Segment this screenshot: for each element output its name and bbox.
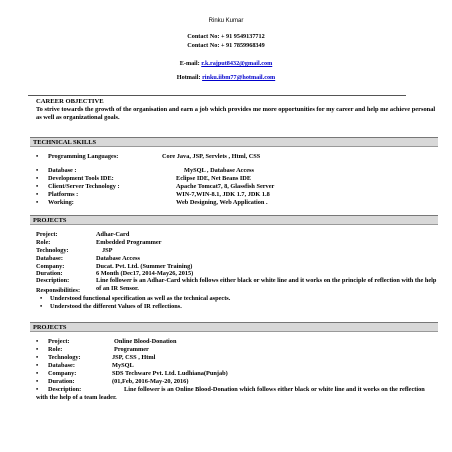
bullet-icon: • [36, 183, 39, 190]
field-key: Technology: [36, 247, 69, 254]
bullet-icon: • [36, 153, 39, 160]
field-key: Company: [36, 263, 65, 270]
bullet-icon: • [36, 175, 39, 182]
skill-value: MySQL , Database Access [184, 167, 254, 174]
field-value: JSP [102, 247, 113, 254]
email-link[interactable]: r.k.rajput8432@gmail.com [201, 60, 273, 67]
field-value: Programmer [114, 346, 149, 353]
skill-label: Programming Languages: [48, 153, 119, 160]
hotmail-link[interactable]: rinku.iibm77@hotmail.com [202, 74, 276, 81]
bullet-icon: • [36, 386, 39, 393]
candidate-name: Rinku Kumar [208, 18, 244, 24]
bullet-icon: • [36, 354, 39, 361]
email-label: E-mail: [179, 60, 200, 67]
bullet-icon: • [36, 191, 39, 198]
field-key: Technology: [48, 354, 81, 361]
skill-value: Eclipse IDE, Net Beans IDE [176, 175, 252, 182]
field-key: Database: [48, 362, 75, 369]
field-value: Database Access [96, 255, 140, 262]
hotmail-label: Hotmail: [176, 74, 201, 81]
responsibility-text: Understood functional specification as well as the technical aspects. [50, 295, 231, 302]
field-value: MySQL [112, 362, 134, 369]
skill-value: WIN-7,WIN-8.1, JDK 1.7, JDK 1.8 [176, 191, 270, 198]
career-objective-title: CAREER OBJECTIVE [36, 98, 104, 105]
skill-label: Database : [48, 167, 77, 174]
contact-number-1: + 91 9549137712 [220, 33, 265, 40]
field-value: Ducat. Pvt. Ltd. (Summer Training) [96, 263, 193, 270]
bullet-icon: • [36, 167, 39, 174]
skill-label: Client/Server Technology : [48, 183, 120, 190]
field-key: Project: [48, 338, 70, 345]
contact-label: Contact No: [187, 42, 220, 49]
field-value: Line follower is an Online Blood-Donation which follows either black or white line and it works on the reflection with the help of a team leader. [36, 386, 425, 401]
contact-label: Contact No: [187, 33, 220, 40]
bullet-icon: • [40, 303, 43, 310]
projects-header: PROJECTS [30, 322, 438, 332]
skill-value: Web Designing, Web Application . [176, 199, 268, 206]
career-objective-text: To strive towards the growth of the organisation and earn a job which provides me more opportunities for my career and help me achieve personal as well as organizational goals. [36, 106, 436, 121]
skill-label: Working: [48, 199, 74, 206]
field-value: JSP, CSS , Html [112, 354, 156, 361]
field-key: Project: [36, 231, 58, 238]
field-value: (01,Feb, 2016-May-20, 2016) [112, 378, 189, 385]
email-line [0, 60, 452, 67]
contact-number-2: + 91 7859968349 [220, 42, 265, 49]
field-value: Adhar-Card [96, 231, 130, 238]
bullet-icon: • [40, 295, 43, 302]
skill-label: Platforms : [48, 191, 79, 198]
skill-value: Apache Tomcat7, 8, Glassfish Server [176, 183, 275, 190]
field-key: Company: [48, 370, 77, 377]
field-value: 6 Month (Dec17, 2014-May26, 2015) [96, 270, 194, 277]
projects-header: PROJECTS [30, 215, 438, 225]
responsibilities-title: Responsibilities: [36, 287, 81, 294]
contact-line-2 [0, 42, 452, 49]
contact-line-1 [0, 33, 452, 40]
bullet-icon: • [36, 378, 39, 385]
field-key: Description: [48, 386, 82, 393]
field-value: Embedded Programmer [96, 239, 162, 246]
bullet-icon: • [36, 199, 39, 206]
skill-value: Core Java, JSP, Servlets , Html, CSS [162, 153, 261, 160]
field-key: Duration: [48, 378, 75, 385]
field-value: Online Blood-Donation [114, 338, 177, 345]
field-key: Description: [36, 277, 70, 284]
field-key: Role: [36, 239, 51, 246]
technical-skills-header: TECHNICAL SKILLS [30, 137, 438, 147]
bullet-icon: • [36, 362, 39, 369]
field-value: SDS Techware Pvt. Ltd. Ludhiana(Punjab) [112, 370, 228, 377]
field-key: Duration: [36, 270, 63, 277]
field-key: Database: [36, 255, 63, 262]
header-divider [28, 95, 406, 96]
field-value: Line follower is an Adhar-Card which follows either black or white line and it works on the principle of reflection with the help of an IR Sensor. [96, 277, 437, 292]
bullet-icon: • [36, 370, 39, 377]
field-key: Role: [48, 346, 63, 353]
bullet-icon: • [36, 338, 39, 345]
bullet-icon: • [36, 346, 39, 353]
responsibility-text: Understood the different Values of IR reflections. [50, 303, 182, 310]
skill-label: Development Tools IDE: [48, 175, 114, 182]
hotmail-line [0, 74, 452, 81]
